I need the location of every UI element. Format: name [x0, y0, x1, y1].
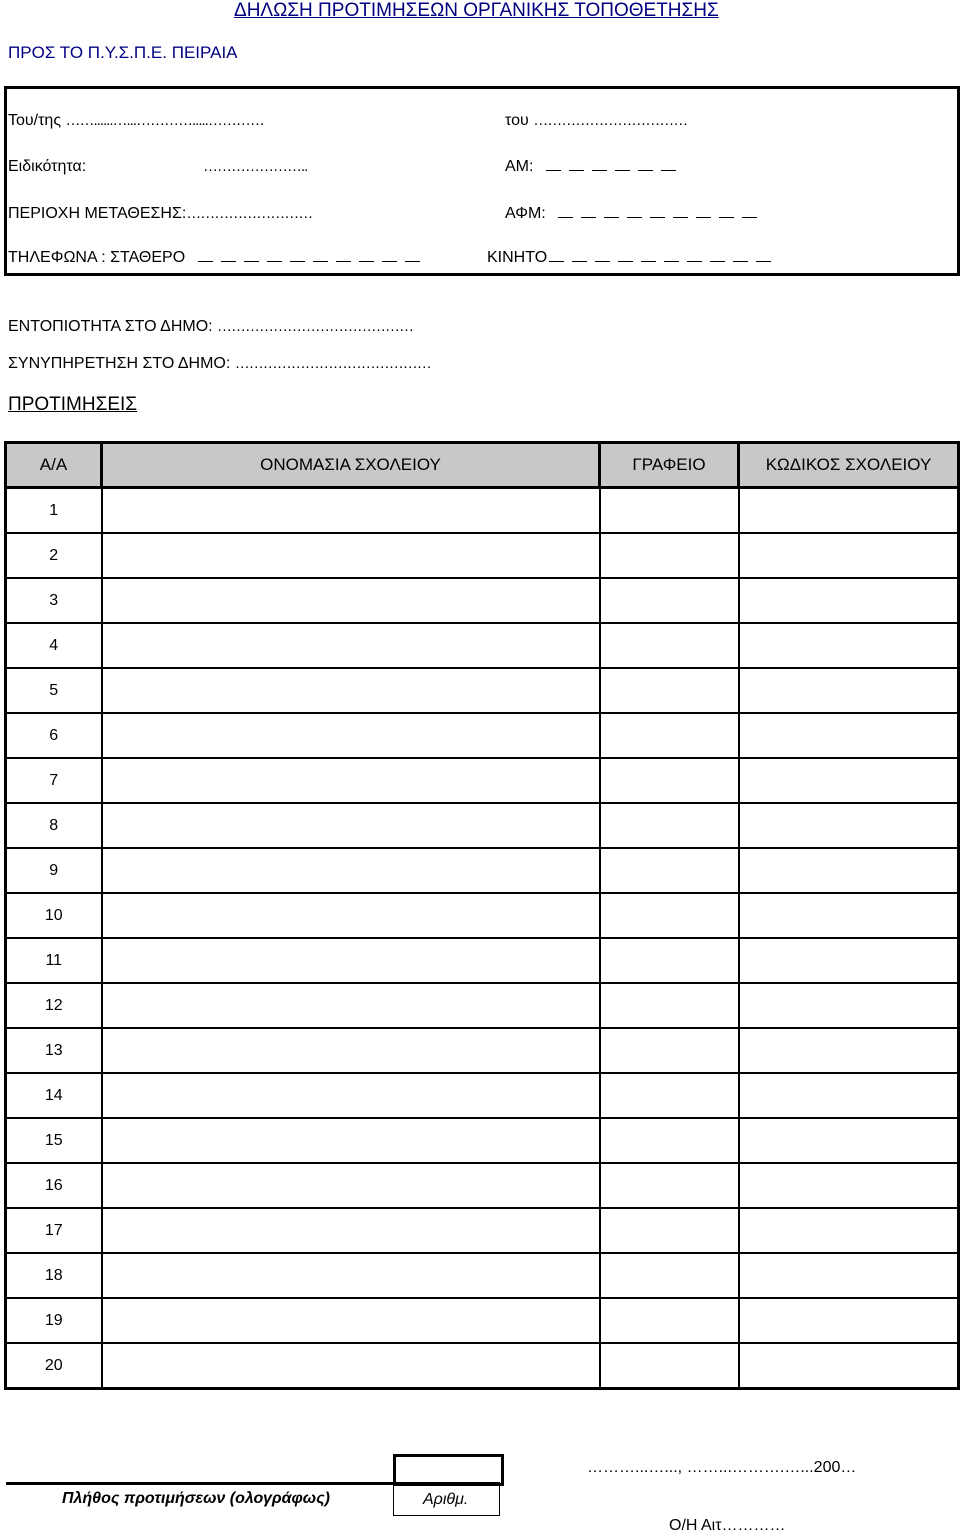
date-line[interactable]: ………...…..., ……...……….…...200…	[587, 1459, 857, 1476]
school-code-cell[interactable]	[739, 488, 959, 534]
office-cell[interactable]	[600, 938, 739, 983]
school-code-cell[interactable]	[739, 983, 959, 1028]
father-name-label: του	[505, 112, 529, 129]
school-name-cell[interactable]	[102, 1118, 600, 1163]
mobile-field[interactable]	[487, 249, 771, 267]
school-name-cell[interactable]	[102, 488, 600, 534]
spouse-service-field[interactable]	[8, 355, 431, 373]
transfer-area-label: ΠΕΡΙΟΧΗ ΜΕΤΑΘΕΣΗΣ:	[8, 205, 187, 222]
transfer-area-field[interactable]	[8, 205, 312, 223]
table-row	[6, 713, 959, 758]
table-row	[6, 533, 959, 578]
school-name-cell[interactable]	[102, 1298, 600, 1343]
locality-field[interactable]	[8, 318, 413, 336]
school-code-cell[interactable]	[739, 1118, 959, 1163]
office-cell[interactable]	[600, 1118, 739, 1163]
table-row	[6, 1343, 959, 1389]
table-row	[6, 893, 959, 938]
preferences-heading: ΠΡΟΤΙΜΗΣΕΙΣ	[8, 394, 138, 415]
school-name-cell[interactable]	[102, 1208, 600, 1253]
row-number: 20	[6, 1343, 102, 1389]
school-code-cell[interactable]	[739, 938, 959, 983]
office-cell[interactable]	[600, 488, 739, 534]
school-name-cell[interactable]	[102, 758, 600, 803]
row-number: 12	[6, 983, 102, 1028]
form-title: ΔΗΛΩΣΗ ΠΡΟΤΙΜΗΣΕΩΝ ΟΡΓΑΝΙΚΗΣ ΤΟΠΟΘΕΤΗΣΗΣ	[234, 0, 719, 21]
afm-label: ΑΦΜ:	[505, 205, 546, 222]
office-cell[interactable]	[600, 1208, 739, 1253]
father-name-field[interactable]	[505, 112, 687, 130]
school-name-cell[interactable]	[102, 713, 600, 758]
office-cell[interactable]	[600, 803, 739, 848]
transfer-area-dots: ………………………	[186, 205, 313, 222]
row-number: 2	[6, 533, 102, 578]
row-number: 11	[6, 938, 102, 983]
office-cell[interactable]	[600, 713, 739, 758]
school-code-cell[interactable]	[739, 1298, 959, 1343]
table-row	[6, 848, 959, 893]
school-code-cell[interactable]	[739, 713, 959, 758]
row-number: 3	[6, 578, 102, 623]
office-cell[interactable]	[600, 1073, 739, 1118]
office-cell[interactable]	[600, 1298, 739, 1343]
school-code-cell[interactable]	[739, 893, 959, 938]
school-code-cell[interactable]	[739, 1208, 959, 1253]
mobile-label: ΚΙΝΗΤΟ	[487, 249, 548, 266]
table-row	[6, 1118, 959, 1163]
row-number: 5	[6, 668, 102, 713]
locality-dots: ……………………………………	[217, 318, 414, 335]
landline-label: ΤΗΛΕΦΩΝΑ : ΣΤΑΘΕΡΟ	[8, 249, 186, 266]
school-name-cell[interactable]	[102, 1253, 600, 1298]
table-row	[6, 1253, 959, 1298]
row-number: 19	[6, 1298, 102, 1343]
table-row	[6, 1298, 959, 1343]
table-row	[6, 938, 959, 983]
school-code-cell[interactable]	[739, 578, 959, 623]
table-row	[6, 1163, 959, 1208]
name-field[interactable]	[8, 112, 264, 130]
am-blanks	[546, 158, 676, 171]
school-name-cell[interactable]	[102, 668, 600, 713]
row-number: 18	[6, 1253, 102, 1298]
school-code-cell[interactable]	[739, 803, 959, 848]
office-cell[interactable]	[600, 578, 739, 623]
afm-field[interactable]	[505, 205, 757, 223]
school-name-cell[interactable]	[102, 1028, 600, 1073]
col-header-aa: Α/Α	[6, 443, 102, 488]
am-label: ΑΜ:	[505, 158, 534, 175]
row-number: 15	[6, 1118, 102, 1163]
table-row	[6, 623, 959, 668]
table-row	[6, 488, 959, 534]
school-name-cell[interactable]	[102, 938, 600, 983]
col-header-school-code: ΚΩΔΙΚΟΣ ΣΧΟΛΕΙΟΥ	[739, 443, 959, 488]
landline-blanks	[198, 249, 420, 262]
table-row	[6, 1208, 959, 1253]
row-number: 9	[6, 848, 102, 893]
table-row	[6, 1028, 959, 1073]
school-name-cell[interactable]	[102, 803, 600, 848]
school-name-cell[interactable]	[102, 578, 600, 623]
school-code-cell[interactable]	[739, 1253, 959, 1298]
preference-count-label: Πλήθος προτιμήσεων (ολογράφως)	[62, 1490, 330, 1507]
spouse-service-dots: ……………………………………	[234, 355, 431, 372]
specialty-label: Ειδικότητα:	[8, 158, 87, 175]
school-name-cell[interactable]	[102, 1163, 600, 1208]
locality-label: ΕΝΤΟΠΙΟΤΗΤΑ ΣΤΟ ΔΗΜΟ:	[8, 318, 213, 335]
office-cell[interactable]	[600, 983, 739, 1028]
school-code-cell[interactable]	[739, 533, 959, 578]
row-number: 1	[6, 488, 102, 534]
table-row	[6, 578, 959, 623]
table-header-row	[6, 443, 959, 488]
office-cell[interactable]	[600, 1343, 739, 1389]
school-name-cell[interactable]	[102, 623, 600, 668]
preference-count-box[interactable]	[393, 1454, 504, 1486]
name-label: Του/της	[8, 112, 62, 129]
school-name-cell[interactable]	[102, 1343, 600, 1389]
row-number: 6	[6, 713, 102, 758]
office-cell[interactable]	[600, 623, 739, 668]
table-row	[6, 983, 959, 1028]
row-number: 13	[6, 1028, 102, 1073]
row-number: 4	[6, 623, 102, 668]
school-code-cell[interactable]	[739, 1163, 959, 1208]
school-name-cell[interactable]	[102, 893, 600, 938]
office-cell[interactable]	[600, 758, 739, 803]
row-number: 16	[6, 1163, 102, 1208]
office-cell[interactable]	[600, 1028, 739, 1073]
preference-number-label: Αριθμ.	[423, 1491, 469, 1508]
afm-blanks	[558, 205, 757, 218]
school-name-cell[interactable]	[102, 1073, 600, 1118]
spouse-service-label: ΣΥΝΥΠΗΡΕΤΗΣΗ ΣΤΟ ΔΗΜΟ:	[8, 355, 231, 372]
school-code-cell[interactable]	[739, 1073, 959, 1118]
school-name-cell[interactable]	[102, 848, 600, 893]
office-cell[interactable]	[600, 668, 739, 713]
row-number: 8	[6, 803, 102, 848]
recipient-line: ΠΡΟΣ ΤΟ Π.Υ.Σ.Π.Ε. ΠΕΙΡΑΙΑ	[8, 43, 238, 62]
table-row	[6, 668, 959, 713]
office-cell[interactable]	[600, 893, 739, 938]
school-name-cell[interactable]	[102, 533, 600, 578]
office-cell[interactable]	[600, 1253, 739, 1298]
school-name-cell[interactable]	[102, 983, 600, 1028]
table-row	[6, 803, 959, 848]
table-row	[6, 758, 959, 803]
row-number: 17	[6, 1208, 102, 1253]
col-header-office: ΓΡΑΦΕΙΟ	[600, 443, 739, 488]
school-code-cell[interactable]	[739, 668, 959, 713]
row-number: 7	[6, 758, 102, 803]
school-code-cell[interactable]	[739, 1343, 959, 1389]
row-number: 14	[6, 1073, 102, 1118]
office-cell[interactable]	[600, 848, 739, 893]
landline-field[interactable]	[8, 249, 420, 267]
row-number: 10	[6, 893, 102, 938]
school-code-cell[interactable]	[739, 758, 959, 803]
preferences-table	[4, 441, 960, 1390]
signature-line[interactable]: Ο/Η Αιτ…………	[669, 1517, 786, 1534]
office-cell[interactable]	[600, 533, 739, 578]
father-name-dots: ……………………………	[533, 112, 688, 129]
school-code-cell[interactable]	[739, 1028, 959, 1073]
mobile-blanks	[549, 249, 771, 262]
am-field[interactable]	[505, 158, 676, 176]
table-row	[6, 1073, 959, 1118]
office-cell[interactable]	[600, 1163, 739, 1208]
col-header-school-name: ΟΝΟΜΑΣΙΑ ΣΧΟΛΕΙΟΥ	[102, 443, 600, 488]
name-dots: ……......…...………….....…………	[65, 112, 264, 129]
specialty-field[interactable]: …………………..	[203, 158, 308, 175]
school-code-cell[interactable]	[739, 848, 959, 893]
school-code-cell[interactable]	[739, 623, 959, 668]
